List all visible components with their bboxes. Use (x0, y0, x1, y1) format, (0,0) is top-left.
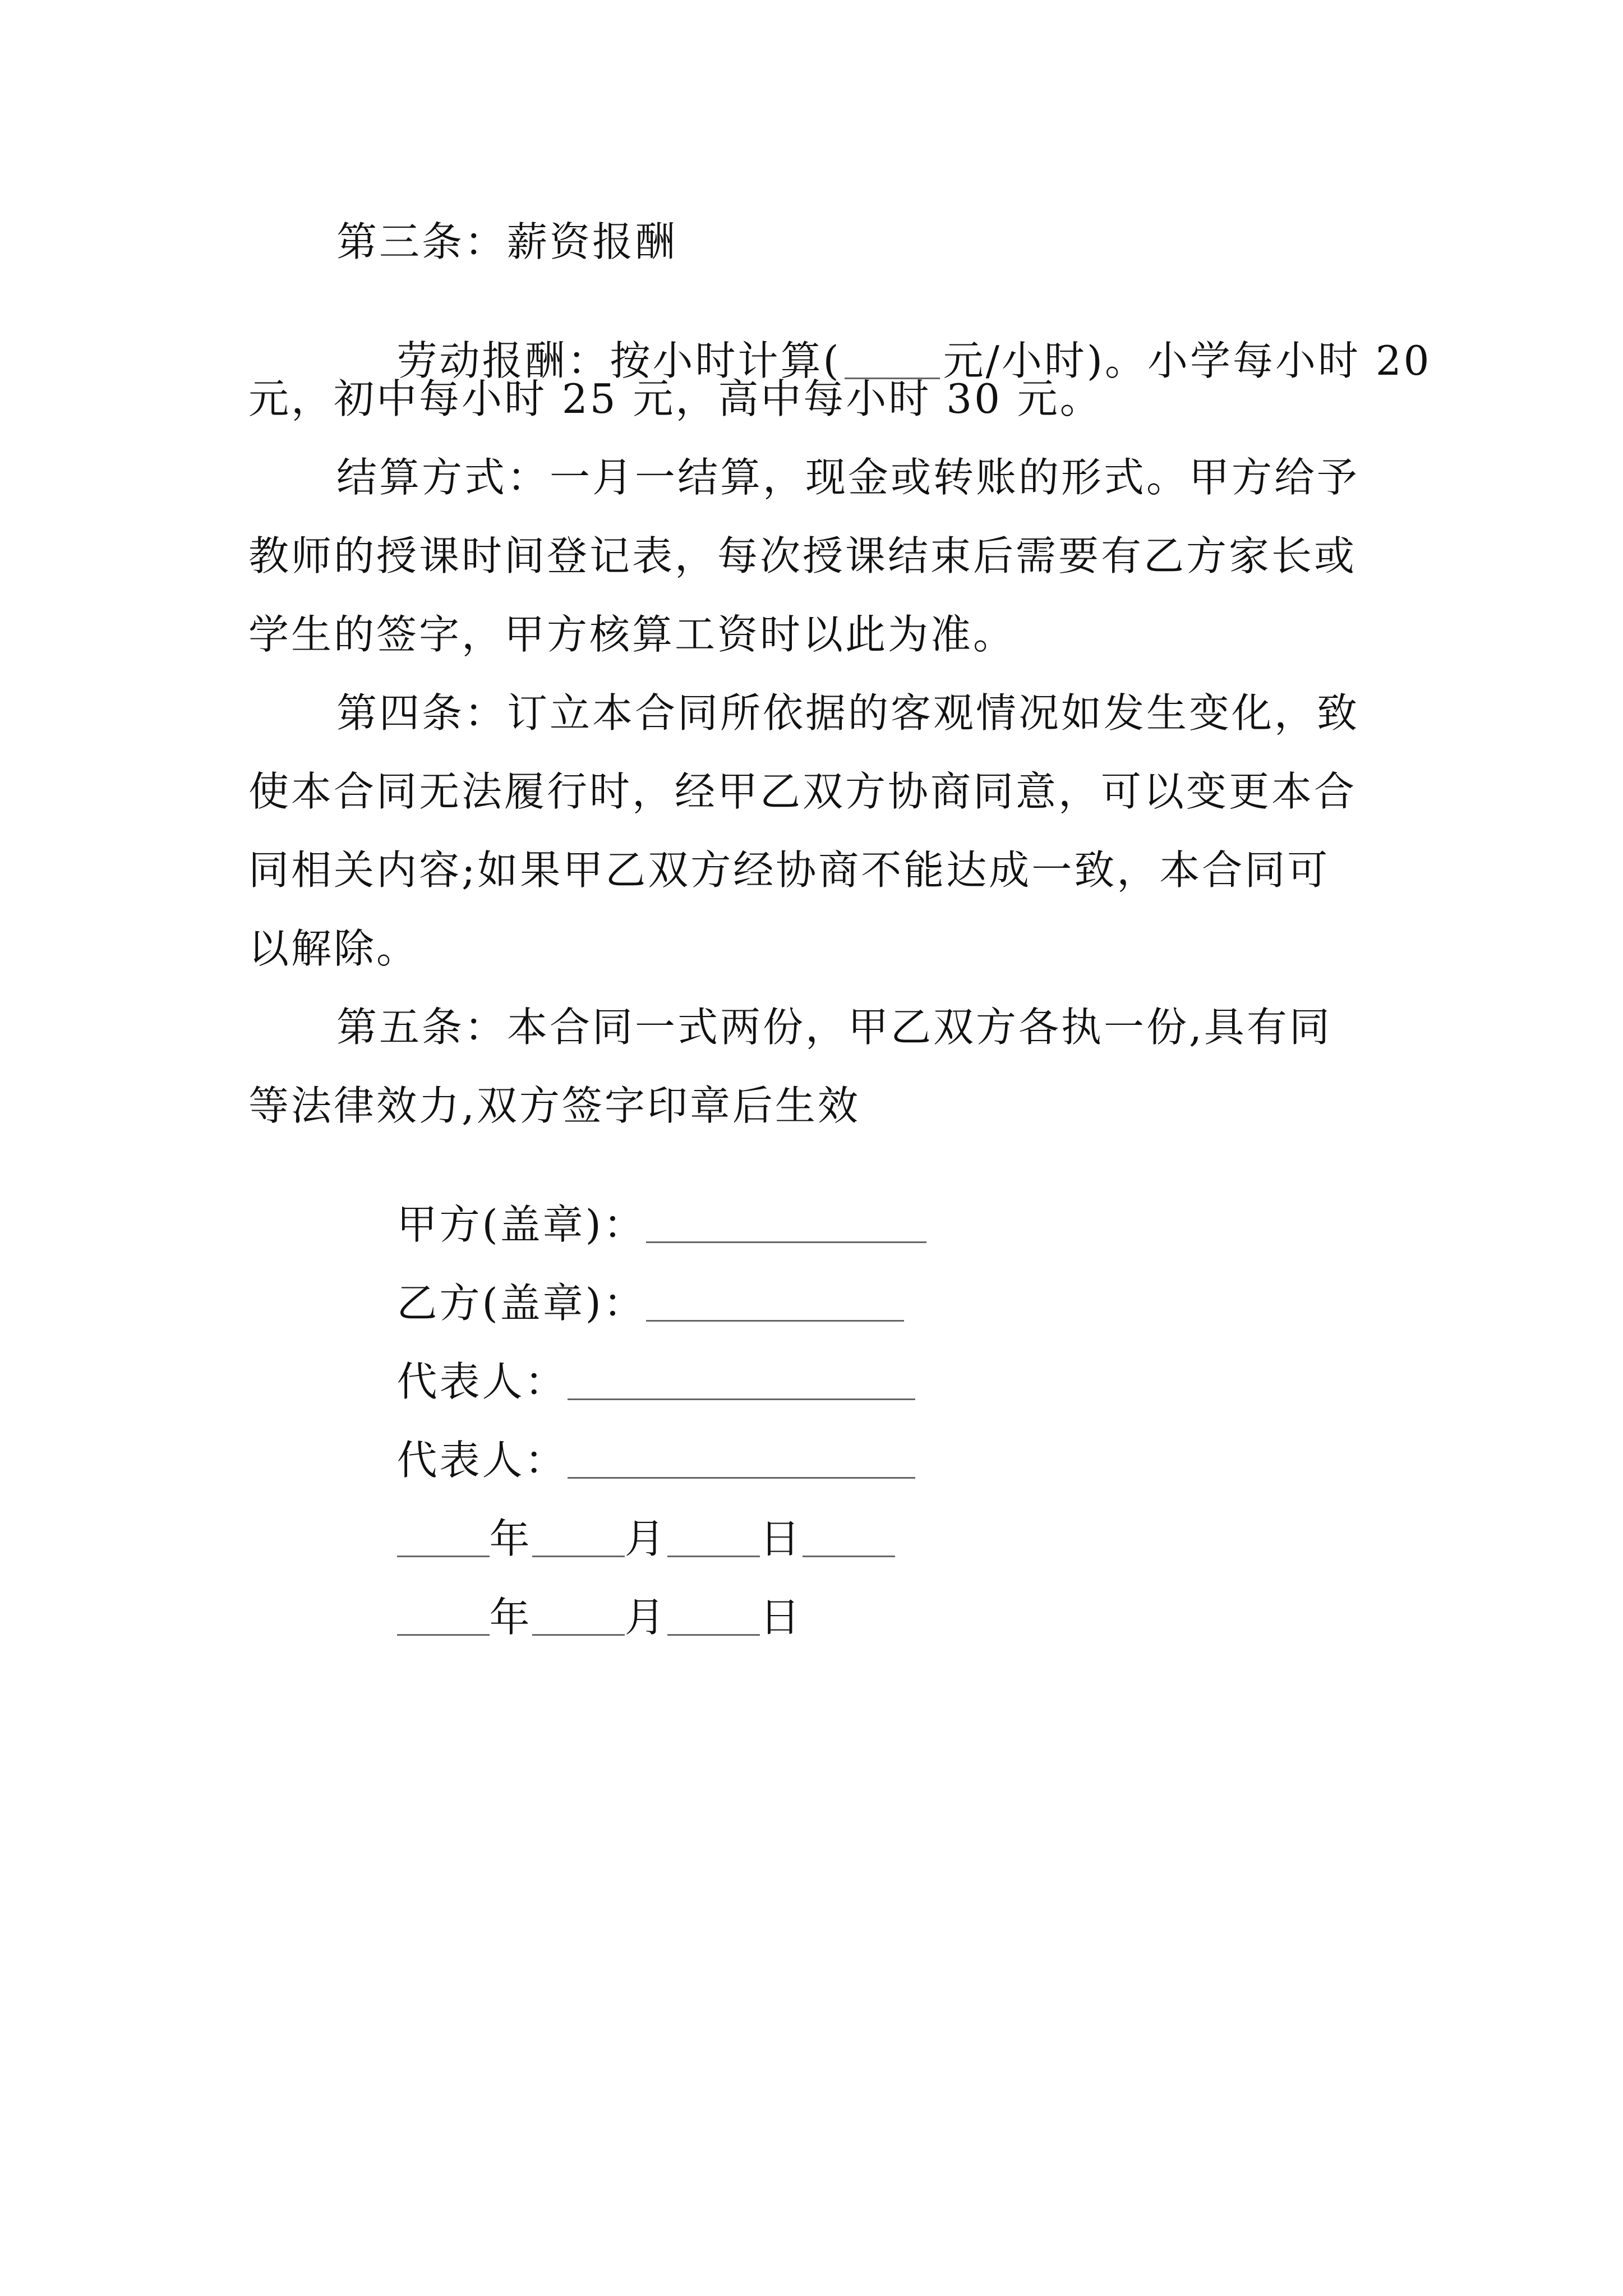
date-2-year-label: 年 (489, 1594, 532, 1641)
date-1-trailing-blank[interactable] (803, 1554, 895, 1557)
date-1-year-label: 年 (489, 1515, 532, 1562)
article-4-line-2: 使本合同无法履行时，经甲乙双方协商同意，可以变更本合 (248, 768, 1357, 815)
article-5-line-2: 等法律效力,双方签字印章后生效 (248, 1082, 860, 1129)
representative-1-label: 代表人： (396, 1358, 568, 1405)
date-2-day-label: 日 (759, 1594, 803, 1641)
date-1-month-label: 月 (624, 1515, 667, 1562)
article-4-line-1: 第四条：订立本合同所依据的客观情况如发生变化，致 (336, 689, 1360, 737)
pay-line-2: 元，初中每小时 25 元，高中每小时 30 元。 (248, 375, 1103, 422)
article-5-line-1: 第五条：本合同一式两份，甲乙双方各执一份,具有同 (336, 1004, 1332, 1051)
article-4-line-4: 以解除。 (248, 925, 419, 972)
settlement-line-2: 教师的授课时间登记表，每次授课结束后需要有乙方家长或 (248, 532, 1357, 579)
party-a-label: 甲方(盖章)： (396, 1201, 646, 1248)
date-2-month-label: 月 (624, 1594, 667, 1641)
date-line-2 (336, 1557, 803, 1678)
party-b-label: 乙方(盖章)： (396, 1280, 646, 1327)
pay-line-1-suffix: 元/小时)。小学每小时 20 (943, 337, 1432, 384)
settlement-line-3: 学生的签字，甲方核算工资时以此为准。 (248, 611, 1016, 658)
pay-line-1-prefix: 劳动报酬：按小时计算( (396, 337, 841, 384)
date-2-year-blank[interactable] (397, 1633, 490, 1636)
settlement-line-1: 结算方式：一月一结算，现金或转账的形式。甲方给予 (336, 454, 1360, 501)
date-2-month-blank[interactable] (532, 1633, 625, 1636)
article-4-line-3: 同相关内容;如果甲乙双方经协商不能达成一致，本合同可 (248, 846, 1330, 894)
article-3-heading: 第三条：薪资报酬 (336, 218, 678, 265)
date-1-day-label: 日 (759, 1515, 803, 1562)
date-2-day-blank[interactable] (667, 1633, 760, 1636)
representative-2-label: 代表人： (396, 1437, 568, 1484)
